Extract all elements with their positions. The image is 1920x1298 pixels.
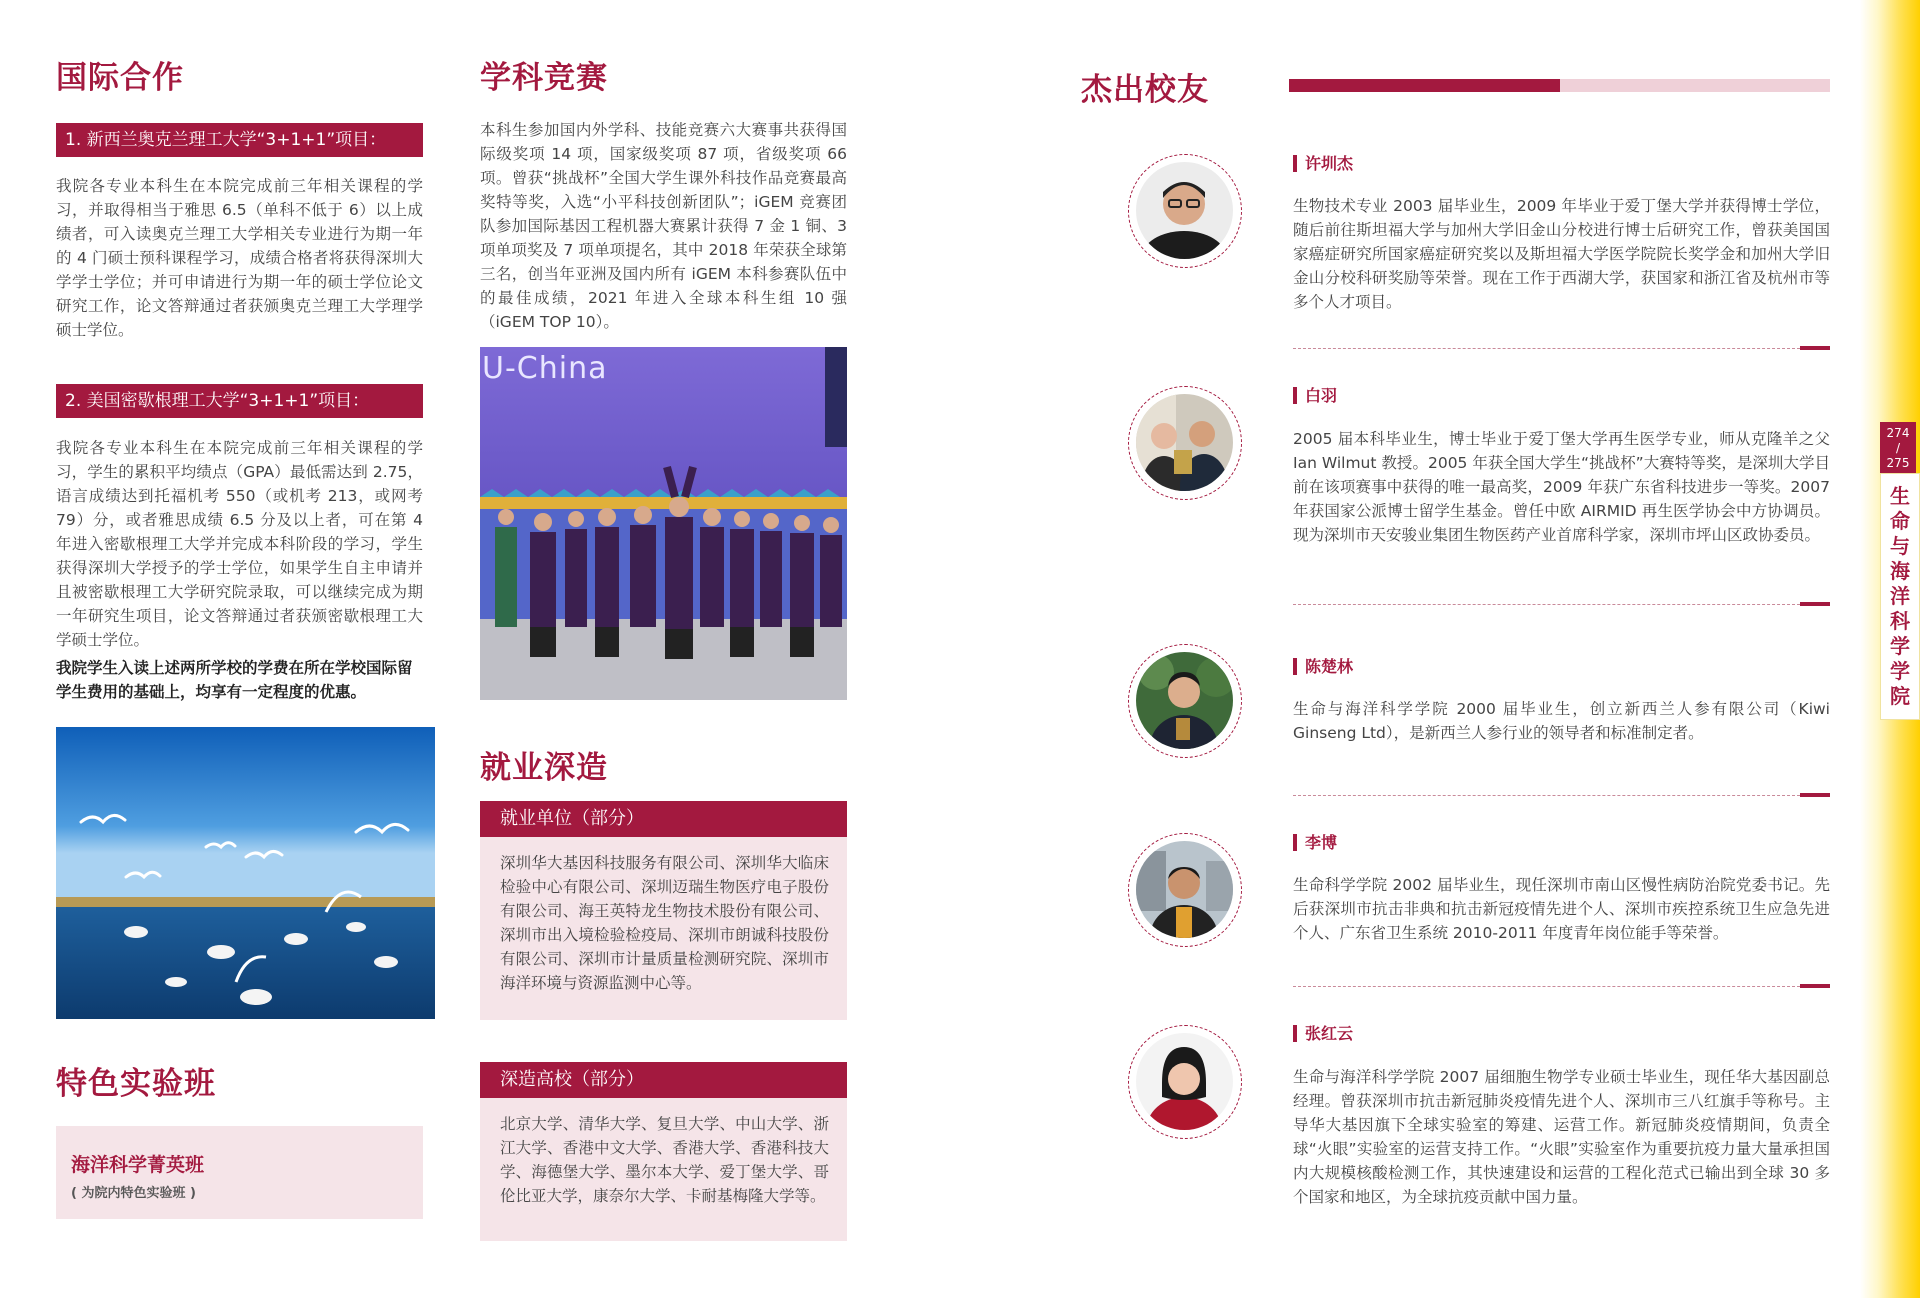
avatar (1136, 162, 1233, 259)
alumni-bio: 生命与海洋科学学院 2000 届毕业生，创立新西兰人参有限公司（Kiwi Ginseng Ltd），是新西兰人参行业的领导者和标准制定者。 (1293, 700, 1830, 742)
schools-text: 北京大学、清华大学、复旦大学、中山大学、浙江大学、香港中文大学、香港大学、香港科技大学、海德堡大学、墨尔本大学、爱丁堡大学、哥伦比亚大学，康奈尔大学、卡耐基梅隆大学等。 (500, 1115, 829, 1205)
school-name-char: 科 (1890, 609, 1910, 633)
alumni-name: 陈楚林 (1293, 658, 1353, 675)
alumni-title-rule (1289, 79, 1830, 92)
employers-heading: 就业单位（部分） (480, 801, 847, 837)
intl-item2-heading: 2. 美国密歇根理工大学“3+1+1”项目： (56, 384, 423, 418)
intl-title: 国际合作 (56, 60, 184, 96)
alumni-divider (1293, 795, 1800, 796)
alumni-name: 白羽 (1293, 387, 1337, 404)
special-class-box (56, 1126, 423, 1219)
special-title: 特色实验班 (56, 1066, 216, 1102)
special-class-name: 海洋科学菁英班 (71, 1154, 205, 1176)
competition-text: 本科生参加国内外学科、技能竞赛六大赛事共获得国际级奖项 14 项，国家级奖项 87 项，省级奖项 66 项。曾获“挑战杯”全国大学生课外科技作品竞赛最高奖特等奖，入选“小平科技创新团队”；iGEM 竞赛团队参加国际基因工程机器大赛累计获得 7 金 1 铜、3 项单项奖及 7 项单项提名，其中 2018 年荣获全球第三名，创当年亚洲及国内所有 iGEM 本科参赛队伍中的最佳成绩，2021 年进入全球本科生组 10 强（iGEM TOP 10）。 (480, 121, 847, 331)
employers-box (480, 801, 847, 1020)
alumni-divider (1293, 348, 1800, 349)
alumni-title: 杰出校友 (1081, 72, 1209, 108)
alumni-divider (1293, 986, 1800, 987)
page-number-current: 274 (1886, 426, 1910, 440)
avatar-ring (1128, 1025, 1242, 1139)
avatar (1136, 1033, 1233, 1130)
alumni-bio: 2005 届本科毕业生，博士毕业于爱丁堡大学再生医学专业，师从克隆羊之父 Ian Wilmut 教授。2005 年获全国大学生“挑战杯”大赛特等奖，是深圳大学目前在该项赛事中获得的唯一最高奖，2009 年获广东省科技进步一等奖。2007 年获国家公派博士留学生基金。曾任中欧 AIRMID 再生医学协会中方协调员。现为深圳市天安骏业集团生物医药产业首席科学家，深圳市坪山区政协委员。 (1293, 430, 1830, 544)
alumni-bio: 生物技术专业 2003 届毕业生，2009 年毕业于爱丁堡大学并获得博士学位，随后前往斯坦福大学与加州大学旧金山分校进行博士后研究工作，曾获美国国家癌症研究所国家癌症研究奖以及斯坦福大学医学院院长奖学金和加州大学旧金山分校科研奖励等荣誉。现在工作于西湖大学，获国家和浙江省及杭州市等多个人才项目。 (1293, 197, 1830, 311)
page-number-tab (1880, 422, 1916, 475)
avatar-ring (1128, 154, 1242, 268)
alumni-name: 张红云 (1293, 1025, 1353, 1042)
intl-item1-text: 我院各专业本科生在本院完成前三年相关课程的学习，并取得相当于雅思 6.5（单科不低于 6）以上成绩者，可入读奥克兰理工大学相关专业进行为期一年的 4 门硕士预科课程学习，成绩合格者将获得深圳大学学士学位；并可申请进行为期一年的硕士学位论文研究工作，论文答辩通过者获颁奥克兰理工大学理学硕士学位。 (56, 177, 423, 339)
igem-banner-text: U-China (482, 351, 608, 386)
seagull-photo (56, 727, 435, 1019)
school-name-char: 学 (1890, 634, 1910, 658)
alumni-divider-accent (1800, 346, 1830, 350)
school-name-char: 与 (1890, 534, 1910, 558)
avatar (1136, 652, 1233, 749)
intl-item2-text: 我院各专业本科生在本院完成前三年相关课程的学习，学生的累积平均绩点（GPA）最低需达到 2.75，语言成绩达到托福机考 550（或机考 213，或网考 79）分，或者雅思成绩 6.5 分及以上者，可在第 4 年进入密歇根理工大学并完成本科阶段的学习，学生获得深圳大学授予的学士学位，如果学生自主申请并且被密歇根理工大学研究院录取，可以继续完成为期一年研究生项目，论文答辩通过者获颁密歇根理工大学硕士学位。 (56, 439, 423, 649)
competition-title: 学科竞赛 (480, 60, 608, 96)
alumni-divider-accent (1800, 793, 1830, 797)
schools-box (480, 1062, 847, 1241)
alumni-bio: 生命科学学院 2002 届毕业生，现任深圳市南山区慢性病防治院党委书记。先后获深圳市抗击非典和抗击新冠疫情先进个人、深圳市疾控系统卫生应急先进个人、广东省卫生系统 2010-2011 年度青年岗位能手等荣誉。 (1293, 876, 1830, 942)
employers-text: 深圳华大基因科技服务有限公司、深圳华大临床检验中心有限公司、深圳迈瑞生物医疗电子股份有限公司、海王英特龙生物技术股份有限公司、深圳市出入境检验检疫局、深圳市朗诚科技股份有限公司、深圳市计量质量检测研究院、深圳市海洋环境与资源监测中心等。 (500, 854, 829, 992)
alumni-name: 许圳杰 (1293, 155, 1353, 172)
career-title: 就业深造 (480, 750, 608, 786)
school-name-char: 生 (1890, 484, 1910, 508)
school-name-char: 洋 (1890, 584, 1910, 608)
school-name-char: 命 (1890, 509, 1910, 533)
intl-item1-heading: 1. 新西兰奥克兰理工大学“3+1+1”项目： (56, 123, 423, 157)
school-name-tab (1880, 473, 1920, 720)
avatar-ring (1128, 644, 1242, 758)
avatar-ring (1128, 386, 1242, 500)
page-number-separator: / (1895, 441, 1901, 455)
intl-tuition-note: 我院学生入读上述两所学校的学费在所在学校国际留学生费用的基础上，均享有一定程度的优惠。 (56, 659, 413, 701)
alumni-divider (1293, 604, 1800, 605)
alumni-divider-accent (1800, 984, 1830, 988)
alumni-name: 李博 (1293, 834, 1337, 851)
page-number-next: 275 (1886, 456, 1910, 470)
special-class-note: ( 为院内特色实验班 ) (71, 1186, 196, 1201)
avatar (1136, 394, 1233, 491)
school-name-char: 院 (1890, 684, 1910, 708)
schools-heading: 深造高校（部分） (480, 1062, 847, 1098)
school-name-char: 海 (1890, 559, 1910, 583)
school-name-char: 学 (1890, 659, 1910, 683)
alumni-bio: 生命与海洋科学学院 2007 届细胞生物学专业硕士毕业生，现任华大基因副总经理。曾获深圳市抗击新冠肺炎疫情先进个人、深圳市三八红旗手等称号。主导华大基因旗下全球实验室的筹建、运营工作。新冠肺炎疫情期间，负责全球“火眼”实验室的运营支持工作。“火眼”实验室作为重要抗疫力量大量承担国内大规模核酸检测工作，其快速建设和运营的工程化范式已输出到全球 30 多个国家和地区，为全球抗疫贡献中国力量。 (1293, 1068, 1830, 1206)
alumni-divider-accent (1800, 602, 1830, 606)
avatar (1136, 841, 1233, 938)
avatar-ring (1128, 833, 1242, 947)
igem-team-photo (480, 347, 847, 700)
